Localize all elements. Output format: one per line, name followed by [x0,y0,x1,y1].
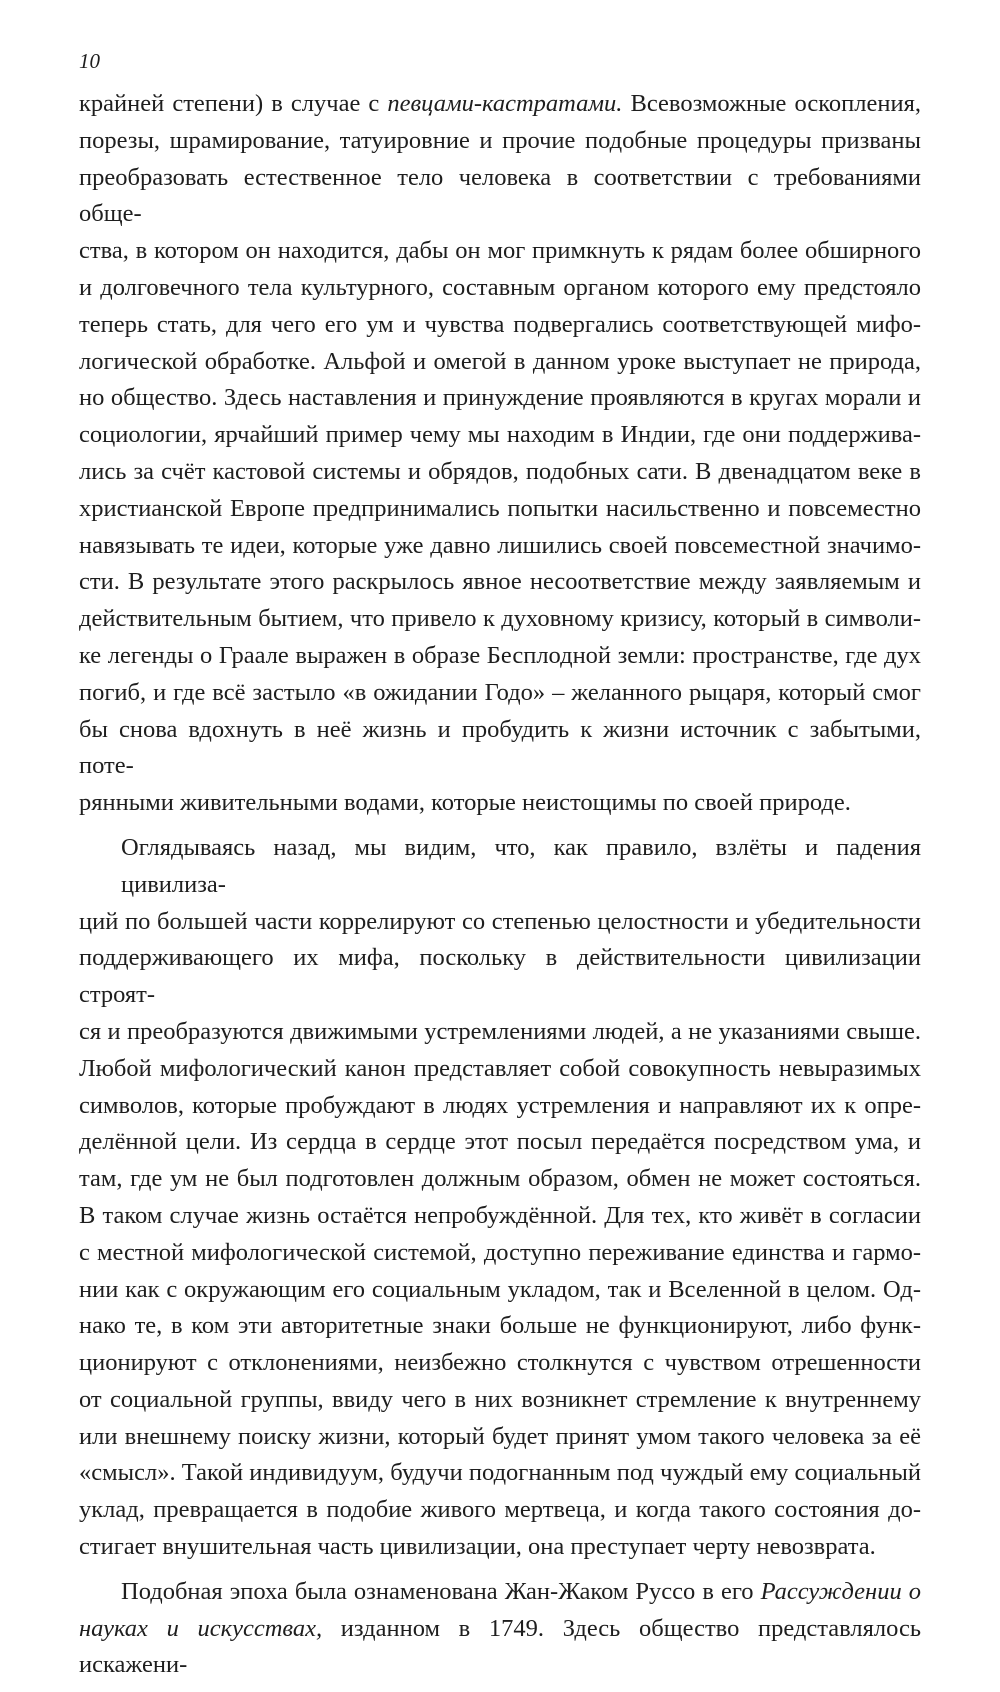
text-run: христианской Европе предпринимались попытки насильственно и повсеместно [79,494,921,522]
text-run: уклад, превращается в подобие живого мертвеца, и когда такого состояния до- [79,1496,921,1524]
text-line [79,528,921,565]
text-run: символов, которые пробуждают в людях устремления и направляют их к опре- [79,1091,921,1119]
text-line [79,270,921,307]
text-line [79,1051,921,1088]
text-run: теперь стать, для чего его ум и чувства подвергались соответствующей мифо- [79,310,921,338]
text-run: лись за счёт кастовой системы и обрядов, подобных сати. В двенадцатом веке в [79,457,921,485]
text-line [79,1124,921,1161]
text-line [79,1161,921,1198]
text-line [79,417,921,454]
text-run: но общество. Здесь наставления и принуждение проявляются в кругах морали и [79,384,921,412]
text-line [79,1419,921,1456]
text-line [79,675,921,712]
text-run: преобразовать естественное тело человека в соответствии с требованиями обще- [79,163,921,228]
italic-text: певцами-кастратами. [387,90,623,117]
text-run: «смысл». Такой индивидуум, будучи подогнанным под чуждый ему социальный [79,1459,921,1487]
text-run: от социальной группы, ввиду чего в них возникнет стремление к внутреннему [79,1385,921,1413]
text-run: сти. В результате этого раскрылось явное несоответствие между заявляемым и [79,568,921,596]
text-run: бы снова вдохнуть в неё жизнь и пробудить к жизни источник с забытыми, поте- [79,715,921,780]
text-run: и долговечного тела культурного, составным органом которого ему предстояло [79,273,921,301]
text-line [79,344,921,381]
text-line [79,307,921,344]
text-line [79,564,921,601]
text-line [79,454,921,491]
body-text [79,86,921,1692]
text-run: ций по большей части коррелируют со степенью целостности и убедительности [79,907,921,935]
text-line [79,160,921,234]
italic-text: Рассуждении о [760,1577,921,1605]
text-line [79,1492,921,1529]
text-run: погиб, и где всё застыло «в ожидании Годо» – желанного рыцаря, который смог [79,678,921,706]
text-line [79,638,921,675]
text-run: действительным бытием, что привело к духовному кризису, который в символи- [79,605,921,633]
text-line [79,233,921,270]
text-run: там, где ум не был подготовлен должным образом, обмен не может состояться. [79,1165,921,1193]
text-run: делённой цели. Из сердца в сердце этот посыл передаётся посредством ума, и [79,1128,921,1156]
page-number: 10 [79,49,100,73]
text-run: крайней степени) в случае с [79,90,388,117]
text-line [79,1198,921,1235]
text-run: ства, в котором он находится, дабы он мог примкнуть к рядам более обширного [79,237,921,265]
text-run: с местной мифологической системой, доступно переживание единства и гармо- [79,1238,921,1266]
text-line [79,601,921,638]
text-run: Всевозможные оскопления, [622,90,921,117]
text-line [79,1014,921,1051]
text-line [79,1382,921,1419]
text-line [79,86,921,123]
text-line [79,380,921,417]
text-line [79,712,921,786]
text-line [79,1529,921,1566]
text-line [79,785,921,822]
text-run: логической обработке. Альфой и омегой в данном уроке выступает не природа, [79,347,921,375]
text-line [79,1611,921,1685]
text-run: порезы, шрамирование, татуировние и прочие подобные процедуры призваны [79,126,921,154]
text-run: изданном в 1749. Здесь общество представлялось искажени- [79,1614,921,1679]
text-line [79,1272,921,1309]
text-run: рянными живительными водами, которые неистощимы по своей природе. [79,789,851,817]
text-line [79,1574,921,1611]
text-run: или внешнему поиску жизни, который будет принят умом такого человека за её [79,1422,921,1450]
text-line [79,1235,921,1272]
text-line [79,123,921,160]
text-line [79,830,921,904]
text-run: социологии, ярчайший пример чему мы находим в Индии, где они поддержива- [79,421,921,449]
text-line [79,1088,921,1125]
italic-text: науках и искусствах, [79,1614,323,1642]
text-run: Подобная эпоха была ознаменована Жан-Жаком Руссо в его [121,1577,761,1605]
text-run: поддерживающего их мифа, поскольку в действительности цивилизации строят- [79,944,921,1009]
text-run: Любой мифологический канон представляет собой совокупность невыразимых [79,1054,921,1082]
text-run: навязывать те идеи, которые уже давно лишились своей повсеместной значимо- [79,531,921,559]
text-line [79,1345,921,1382]
text-run: ционируют с отклонениями, неизбежно столкнутся с чувством отрешенности [79,1349,921,1377]
text-run: Оглядываясь назад, мы видим, что, как правило, взлёты и падения цивилиза- [121,833,921,898]
paragraph-3 [79,1574,921,1684]
text-run: нии как с окружающим его социальным укладом, так и Вселенной в целом. Од- [79,1275,921,1303]
text-run: ся и преобразуются движимыми устремлениями людей, а не указаниями свыше. [79,1017,921,1045]
text-run: стигает внушительная часть цивилизации, она преступает черту невозврата. [79,1533,876,1561]
text-run: нако те, в ком эти авторитетные знаки больше не функционируют, либо функ- [79,1312,921,1340]
paragraph-1 [79,86,921,822]
text-line [79,904,921,941]
text-line [79,1455,921,1492]
text-line [79,940,921,1014]
text-run: ке легенды о Граале выражен в образе Бесплодной земли: пространстве, где дух [79,641,921,669]
text-line [79,491,921,528]
paragraph-2 [79,830,921,1566]
text-run: В таком случае жизнь остаётся непробуждённой. Для тех, кто живёт в согласии [79,1201,921,1229]
text-line [79,1308,921,1345]
